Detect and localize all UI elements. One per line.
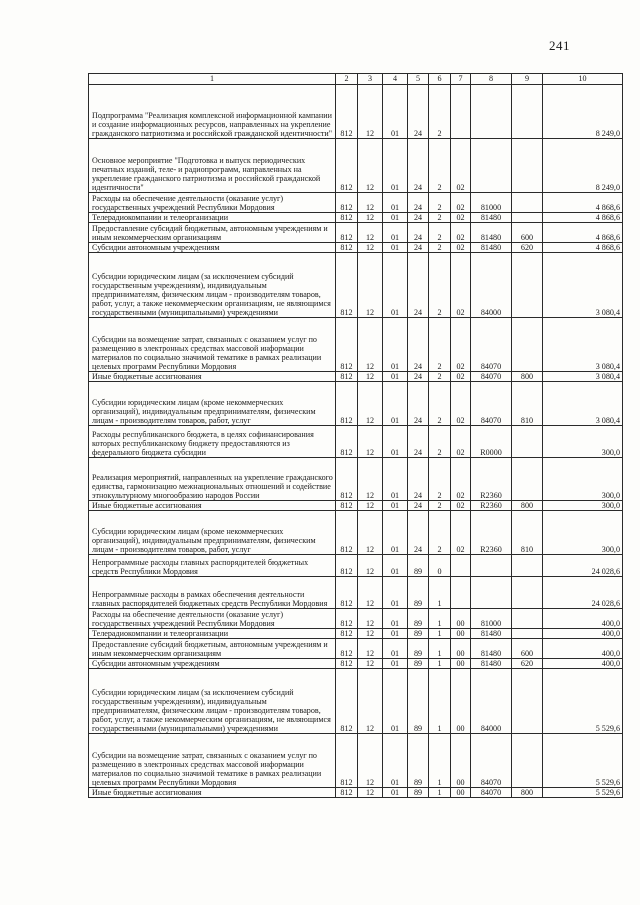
table-row — [89, 253, 623, 318]
code-direction-cell: R2360 — [471, 511, 512, 555]
code-expense-type-cell: 800 — [512, 501, 543, 511]
code-subsection-cell: 01 — [383, 734, 408, 788]
code-section-cell: 12 — [358, 382, 383, 426]
amount-cell: 5 529,6 — [543, 788, 623, 798]
code-ministry-cell: 812 — [336, 253, 358, 318]
row-name-cell: Телерадиокомпании и телеорганизации — [89, 213, 336, 223]
code-direction-cell — [471, 555, 512, 577]
code-program-cell: 24 — [408, 253, 429, 318]
code-subprogram-cell: 1 — [429, 629, 451, 639]
code-event-cell: 02 — [451, 318, 471, 372]
code-event-cell: 00 — [451, 788, 471, 798]
code-ministry-cell: 812 — [336, 629, 358, 639]
code-section-cell: 12 — [358, 734, 383, 788]
code-section-cell: 12 — [358, 609, 383, 629]
table-row — [89, 426, 623, 458]
code-program-cell: 24 — [408, 243, 429, 253]
column-header: 1 — [89, 74, 336, 85]
table-row — [89, 372, 623, 382]
code-section-cell: 12 — [358, 511, 383, 555]
code-subsection-cell: 01 — [383, 426, 408, 458]
code-event-cell — [451, 577, 471, 609]
code-subsection-cell: 01 — [383, 458, 408, 501]
code-event-cell: 00 — [451, 734, 471, 788]
code-subprogram-cell: 2 — [429, 85, 451, 139]
amount-cell: 300,0 — [543, 511, 623, 555]
row-name-cell: Предоставление субсидий бюджетным, автономным учреждениям и иным некоммерческим организациям — [89, 223, 336, 243]
code-direction-cell: 81000 — [471, 193, 512, 213]
code-expense-type-cell: 810 — [512, 511, 543, 555]
code-section-cell: 12 — [358, 458, 383, 501]
code-expense-type-cell: 810 — [512, 382, 543, 426]
code-section-cell: 12 — [358, 639, 383, 659]
code-expense-type-cell — [512, 213, 543, 223]
row-name-cell: Иные бюджетные ассигнования — [89, 372, 336, 382]
amount-cell: 4 868,6 — [543, 243, 623, 253]
code-expense-type-cell: 600 — [512, 223, 543, 243]
amount-cell: 4 868,6 — [543, 193, 623, 213]
code-direction-cell: 84070 — [471, 382, 512, 426]
code-ministry-cell: 812 — [336, 734, 358, 788]
amount-cell: 5 529,6 — [543, 669, 623, 734]
column-header: 10 — [543, 74, 623, 85]
code-section-cell: 12 — [358, 372, 383, 382]
code-program-cell: 89 — [408, 629, 429, 639]
amount-cell: 300,0 — [543, 458, 623, 501]
code-direction-cell: 84070 — [471, 788, 512, 798]
code-ministry-cell: 812 — [336, 659, 358, 669]
code-direction-cell: 81480 — [471, 213, 512, 223]
code-program-cell: 24 — [408, 85, 429, 139]
code-direction-cell: 81480 — [471, 659, 512, 669]
code-direction-cell: 81480 — [471, 223, 512, 243]
code-section-cell: 12 — [358, 243, 383, 253]
code-ministry-cell: 812 — [336, 85, 358, 139]
code-program-cell: 24 — [408, 458, 429, 501]
table-row — [89, 639, 623, 659]
code-subprogram-cell: 2 — [429, 501, 451, 511]
code-direction-cell: 81480 — [471, 629, 512, 639]
table-row — [89, 318, 623, 372]
code-ministry-cell: 812 — [336, 788, 358, 798]
code-event-cell: 02 — [451, 139, 471, 193]
table-row — [89, 511, 623, 555]
code-event-cell: 02 — [451, 253, 471, 318]
code-subsection-cell: 01 — [383, 501, 408, 511]
code-ministry-cell: 812 — [336, 555, 358, 577]
table-row — [89, 243, 623, 253]
code-section-cell: 12 — [358, 501, 383, 511]
code-ministry-cell: 812 — [336, 577, 358, 609]
amount-cell: 3 080,4 — [543, 372, 623, 382]
code-program-cell: 24 — [408, 511, 429, 555]
code-ministry-cell: 812 — [336, 139, 358, 193]
code-subsection-cell: 01 — [383, 609, 408, 629]
code-program-cell: 24 — [408, 426, 429, 458]
code-expense-type-cell — [512, 139, 543, 193]
code-subprogram-cell: 2 — [429, 213, 451, 223]
row-name-cell: Подпрограмма "Реализация комплексной информационной кампании и создание информационных ресурсов, направленных на укрепление гражданского патриотизма и российской гражданской идентичности" — [89, 85, 336, 139]
row-name-cell: Предоставление субсидий бюджетным, автономным учреждениям и иным некоммерческим организациям — [89, 639, 336, 659]
code-expense-type-cell — [512, 609, 543, 629]
code-direction-cell: 84000 — [471, 253, 512, 318]
code-subsection-cell: 01 — [383, 139, 408, 193]
code-ministry-cell: 812 — [336, 511, 358, 555]
code-subprogram-cell: 2 — [429, 253, 451, 318]
amount-cell: 24 028,6 — [543, 577, 623, 609]
code-subsection-cell: 01 — [383, 253, 408, 318]
code-section-cell: 12 — [358, 193, 383, 213]
code-subsection-cell: 01 — [383, 659, 408, 669]
code-subprogram-cell: 1 — [429, 609, 451, 629]
code-section-cell: 12 — [358, 659, 383, 669]
table-row — [89, 139, 623, 193]
amount-cell: 24 028,6 — [543, 555, 623, 577]
table-row — [89, 501, 623, 511]
code-event-cell: 02 — [451, 501, 471, 511]
table-row — [89, 629, 623, 639]
code-subsection-cell: 01 — [383, 577, 408, 609]
code-ministry-cell: 812 — [336, 458, 358, 501]
code-program-cell: 89 — [408, 669, 429, 734]
code-section-cell: 12 — [358, 629, 383, 639]
code-subprogram-cell: 2 — [429, 193, 451, 213]
code-subprogram-cell: 1 — [429, 788, 451, 798]
code-subprogram-cell: 1 — [429, 577, 451, 609]
code-event-cell: 00 — [451, 659, 471, 669]
code-event-cell: 02 — [451, 458, 471, 501]
column-header: 9 — [512, 74, 543, 85]
code-ministry-cell: 812 — [336, 223, 358, 243]
code-section-cell: 12 — [358, 426, 383, 458]
code-direction-cell — [471, 577, 512, 609]
amount-cell: 8 249,0 — [543, 139, 623, 193]
column-header: 8 — [471, 74, 512, 85]
code-expense-type-cell — [512, 318, 543, 372]
code-ministry-cell: 812 — [336, 639, 358, 659]
row-name-cell: Расходы республиканского бюджета, в целях софинансирования которых республиканскому бюджету предоставляются из федерального бюджета субсидии — [89, 426, 336, 458]
code-section-cell: 12 — [358, 85, 383, 139]
table-row — [89, 555, 623, 577]
amount-cell: 400,0 — [543, 659, 623, 669]
table-row — [89, 788, 623, 798]
code-program-cell: 24 — [408, 382, 429, 426]
code-subsection-cell: 01 — [383, 193, 408, 213]
table-body — [89, 85, 623, 798]
row-name-cell: Расходы на обеспечение деятельности (оказание услуг) государственных учреждений Республики Мордовия — [89, 609, 336, 629]
amount-cell: 8 249,0 — [543, 85, 623, 139]
code-subprogram-cell: 2 — [429, 223, 451, 243]
code-subprogram-cell: 1 — [429, 639, 451, 659]
code-subsection-cell: 01 — [383, 511, 408, 555]
code-section-cell: 12 — [358, 318, 383, 372]
code-program-cell: 24 — [408, 223, 429, 243]
table-row — [89, 458, 623, 501]
code-subsection-cell: 01 — [383, 213, 408, 223]
table-row — [89, 734, 623, 788]
row-name-cell: Субсидии юридическим лицам (за исключением субсидий государственным учреждениям), индивидуальным предпринимателям, физическим лицам - производителям товаров, работ, услуг, а также некоммерческим организациям, не являющимся государственными (муниципальными) учреждениями — [89, 669, 336, 734]
code-direction-cell: 81480 — [471, 243, 512, 253]
row-name-cell: Субсидии юридическим лицам (кроме некоммерческих организаций), индивидуальным предпринимателям, физическим лицам - производителям товаров, работ, услуг — [89, 511, 336, 555]
page-number: 241 — [549, 38, 570, 53]
code-subprogram-cell: 2 — [429, 382, 451, 426]
code-subprogram-cell: 2 — [429, 318, 451, 372]
code-program-cell: 89 — [408, 609, 429, 629]
code-section-cell: 12 — [358, 555, 383, 577]
table-row — [89, 193, 623, 213]
column-header: 7 — [451, 74, 471, 85]
code-direction-cell: 84070 — [471, 372, 512, 382]
code-event-cell: 00 — [451, 609, 471, 629]
amount-cell: 4 868,6 — [543, 213, 623, 223]
code-direction-cell: R2360 — [471, 501, 512, 511]
code-section-cell: 12 — [358, 253, 383, 318]
column-header: 3 — [358, 74, 383, 85]
code-program-cell: 89 — [408, 788, 429, 798]
code-expense-type-cell — [512, 629, 543, 639]
code-subsection-cell: 01 — [383, 639, 408, 659]
amount-cell: 300,0 — [543, 501, 623, 511]
row-name-cell: Субсидии юридическим лицам (кроме некоммерческих организаций), индивидуальным предпринимателям, физическим лицам - производителям товаров, работ, услуг — [89, 382, 336, 426]
table-row — [89, 609, 623, 629]
code-section-cell: 12 — [358, 223, 383, 243]
code-subprogram-cell: 2 — [429, 243, 451, 253]
code-subsection-cell: 01 — [383, 555, 408, 577]
row-name-cell: Основное мероприятие "Подготовка и выпуск периодических печатных изданий, теле- и радиопрограмм, направленных на укрепление гражданского патриотизма и российской гражданской идентичности" — [89, 139, 336, 193]
row-name-cell: Субсидии юридическим лицам (за исключением субсидий государственным учреждениям), индивидуальным предпринимателям, физическим лицам - производителям товаров, работ, услуг, а также некоммерческим организациям, не являющимся государственными (муниципальными) учреждениями — [89, 253, 336, 318]
code-subsection-cell: 01 — [383, 318, 408, 372]
row-name-cell: Телерадиокомпании и телеорганизации — [89, 629, 336, 639]
row-name-cell: Непрограммные расходы главных распорядителей бюджетных средств Республики Мордовия — [89, 555, 336, 577]
code-ministry-cell: 812 — [336, 318, 358, 372]
code-program-cell: 24 — [408, 213, 429, 223]
code-subprogram-cell: 2 — [429, 139, 451, 193]
code-section-cell: 12 — [358, 669, 383, 734]
code-event-cell: 02 — [451, 382, 471, 426]
code-section-cell: 12 — [358, 139, 383, 193]
budget-table — [88, 73, 623, 798]
row-name-cell: Субсидии на возмещение затрат, связанных с оказанием услуг по размещению в электронных средствах массовой информации материалов по социально значимой тематике в рамках реализации целевых программ Республики Мордовия — [89, 318, 336, 372]
amount-cell: 300,0 — [543, 426, 623, 458]
code-event-cell: 02 — [451, 511, 471, 555]
code-event-cell: 00 — [451, 669, 471, 734]
row-name-cell: Иные бюджетные ассигнования — [89, 788, 336, 798]
code-subprogram-cell: 1 — [429, 734, 451, 788]
table-header-row — [89, 74, 623, 85]
code-subprogram-cell: 1 — [429, 659, 451, 669]
table-row — [89, 669, 623, 734]
code-program-cell: 24 — [408, 501, 429, 511]
code-section-cell: 12 — [358, 788, 383, 798]
code-program-cell: 89 — [408, 734, 429, 788]
code-subprogram-cell: 2 — [429, 458, 451, 501]
code-subprogram-cell: 1 — [429, 669, 451, 734]
table-row — [89, 223, 623, 243]
code-direction-cell — [471, 85, 512, 139]
code-subsection-cell: 01 — [383, 85, 408, 139]
code-expense-type-cell: 800 — [512, 788, 543, 798]
table-row — [89, 85, 623, 139]
code-direction-cell: 84070 — [471, 734, 512, 788]
code-expense-type-cell — [512, 577, 543, 609]
code-ministry-cell: 812 — [336, 372, 358, 382]
code-subprogram-cell: 0 — [429, 555, 451, 577]
code-expense-type-cell — [512, 734, 543, 788]
code-direction-cell: 81480 — [471, 639, 512, 659]
code-direction-cell: 84070 — [471, 318, 512, 372]
column-header: 5 — [408, 74, 429, 85]
code-section-cell: 12 — [358, 577, 383, 609]
code-expense-type-cell — [512, 555, 543, 577]
amount-cell: 3 080,4 — [543, 253, 623, 318]
code-direction-cell: R0000 — [471, 426, 512, 458]
code-program-cell: 89 — [408, 639, 429, 659]
amount-cell: 5 529,6 — [543, 734, 623, 788]
row-name-cell: Иные бюджетные ассигнования — [89, 501, 336, 511]
row-name-cell: Реализация мероприятий, направленных на укрепление гражданского единства, гармонизацию межнациональных отношений и содействие этнокультурному многообразию народов России — [89, 458, 336, 501]
code-expense-type-cell: 600 — [512, 639, 543, 659]
code-expense-type-cell: 620 — [512, 243, 543, 253]
code-subsection-cell: 01 — [383, 629, 408, 639]
code-event-cell: 00 — [451, 639, 471, 659]
code-subprogram-cell: 2 — [429, 426, 451, 458]
code-program-cell: 24 — [408, 318, 429, 372]
code-expense-type-cell: 800 — [512, 372, 543, 382]
row-name-cell: Расходы на обеспечение деятельности (оказание услуг) государственных учреждений Республики Мордовия — [89, 193, 336, 213]
code-ministry-cell: 812 — [336, 426, 358, 458]
code-event-cell: 02 — [451, 426, 471, 458]
code-expense-type-cell: 620 — [512, 659, 543, 669]
amount-cell: 4 868,6 — [543, 223, 623, 243]
code-event-cell: 02 — [451, 193, 471, 213]
code-direction-cell — [471, 139, 512, 193]
column-header: 4 — [383, 74, 408, 85]
code-expense-type-cell — [512, 458, 543, 501]
code-expense-type-cell — [512, 669, 543, 734]
code-section-cell: 12 — [358, 213, 383, 223]
table-row — [89, 382, 623, 426]
budget-table-container — [88, 73, 622, 798]
row-name-cell: Субсидии на возмещение затрат, связанных с оказанием услуг по размещению в электронных средствах массовой информации материалов по социально значимой тематике в рамках реализации целевых программ Республики Мордовия — [89, 734, 336, 788]
code-direction-cell: 84000 — [471, 669, 512, 734]
code-event-cell: 02 — [451, 223, 471, 243]
code-ministry-cell: 812 — [336, 193, 358, 213]
code-subsection-cell: 01 — [383, 243, 408, 253]
code-program-cell: 89 — [408, 577, 429, 609]
code-event-cell — [451, 555, 471, 577]
code-ministry-cell: 812 — [336, 243, 358, 253]
column-header: 6 — [429, 74, 451, 85]
code-ministry-cell: 812 — [336, 213, 358, 223]
code-expense-type-cell — [512, 85, 543, 139]
code-ministry-cell: 812 — [336, 609, 358, 629]
code-event-cell — [451, 85, 471, 139]
code-expense-type-cell — [512, 253, 543, 318]
code-expense-type-cell — [512, 193, 543, 213]
code-ministry-cell: 812 — [336, 669, 358, 734]
code-program-cell: 24 — [408, 139, 429, 193]
code-direction-cell: 81000 — [471, 609, 512, 629]
code-event-cell: 02 — [451, 372, 471, 382]
code-program-cell: 24 — [408, 193, 429, 213]
amount-cell: 400,0 — [543, 629, 623, 639]
amount-cell: 400,0 — [543, 639, 623, 659]
row-name-cell: Непрограммные расходы в рамках обеспечения деятельности главных распорядителей бюджетных средств Республики Мордовия — [89, 577, 336, 609]
code-program-cell: 89 — [408, 659, 429, 669]
code-subsection-cell: 01 — [383, 223, 408, 243]
code-subsection-cell: 01 — [383, 669, 408, 734]
column-header: 2 — [336, 74, 358, 85]
code-event-cell: 00 — [451, 629, 471, 639]
row-name-cell: Субсидии автономным учреждениям — [89, 659, 336, 669]
code-subsection-cell: 01 — [383, 372, 408, 382]
code-ministry-cell: 812 — [336, 382, 358, 426]
code-subprogram-cell: 2 — [429, 511, 451, 555]
code-program-cell: 24 — [408, 372, 429, 382]
code-expense-type-cell — [512, 426, 543, 458]
table-row — [89, 577, 623, 609]
table-row — [89, 213, 623, 223]
code-program-cell: 89 — [408, 555, 429, 577]
amount-cell: 400,0 — [543, 609, 623, 629]
code-ministry-cell: 812 — [336, 501, 358, 511]
code-subsection-cell: 01 — [383, 788, 408, 798]
code-subsection-cell: 01 — [383, 382, 408, 426]
code-subprogram-cell: 2 — [429, 372, 451, 382]
code-event-cell: 02 — [451, 243, 471, 253]
code-event-cell: 02 — [451, 213, 471, 223]
row-name-cell: Субсидии автономным учреждениям — [89, 243, 336, 253]
amount-cell: 3 080,4 — [543, 382, 623, 426]
table-row — [89, 659, 623, 669]
amount-cell: 3 080,4 — [543, 318, 623, 372]
code-direction-cell: R2360 — [471, 458, 512, 501]
